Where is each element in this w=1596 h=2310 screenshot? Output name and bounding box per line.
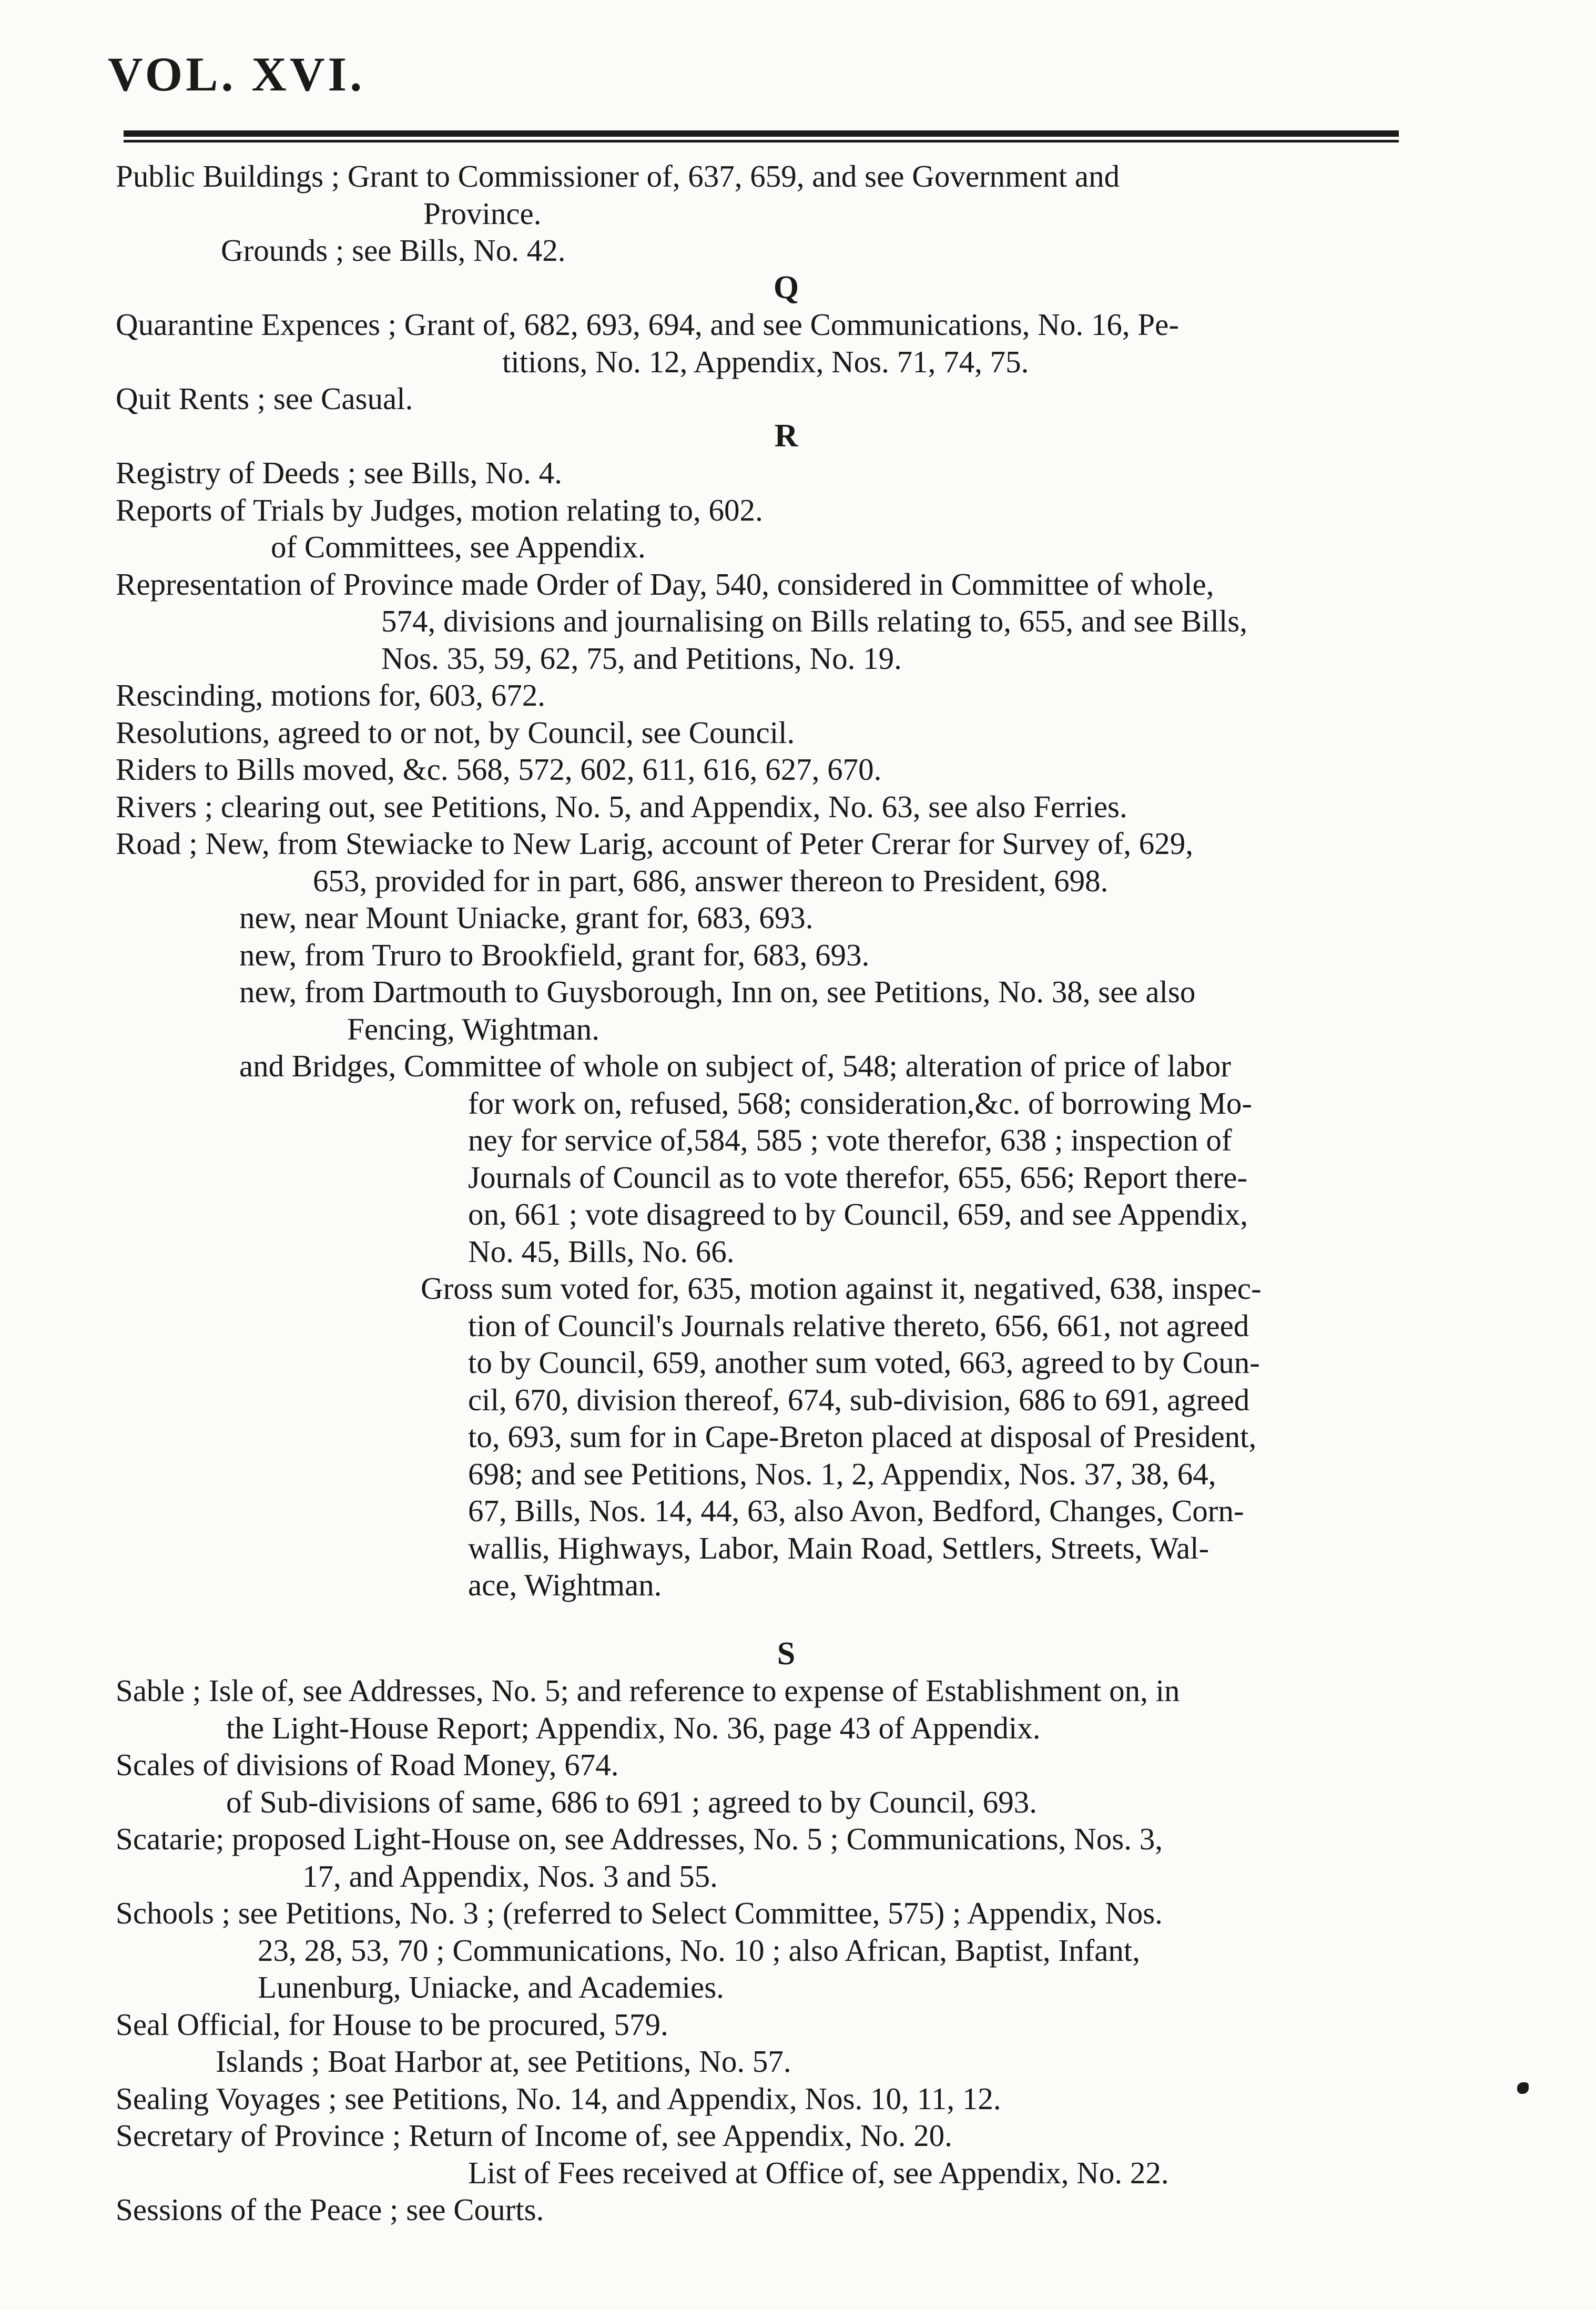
index-entry-line: Fencing, Wightman. [347,1011,599,1046]
index-entry-line: Road ; New, from Stewiacke to New Larig, account of Peter Crerar for Survey of, 629, [116,826,1194,861]
index-entry-line: Scales of divisions of Road Money, 674. [116,1747,619,1782]
index-entry-line: Schools ; see Petitions, No. 3 ; (referred to Select Committee, 575) ; Appendix, Nos. [116,1896,1163,1930]
index-entry-line: for work on, refused, 568; consideration,&c. of borrowing Mo- [468,1085,1253,1121]
index-entry-line: Gross sum voted for, 635, motion against it, negatived, 638, inspec- [421,1271,1262,1306]
index-entry-line: to, 693, sum for in Cape-Breton placed at disposal of President, [468,1419,1257,1454]
index-entry-line: cil, 670, division thereof, 674, sub-division, 686 to 691, agreed [468,1382,1250,1417]
index-entry-line: Sessions of the Peace ; see Courts. [116,2192,544,2227]
index-entry-line: to by Council, 659, another sum voted, 663, agreed to by Coun- [468,1345,1260,1380]
index-entry-line: of Committees, see Appendix. [271,530,646,564]
index-entry-line: new, near Mount Uniacke, grant for, 683, 693. [239,900,814,935]
index-entry-line: Journals of Council as to vote therefor, 655, 656; Report there- [468,1159,1248,1195]
index-entry-line: Nos. 35, 59, 62, 75, and Petitions, No. 19. [381,640,902,676]
section-letter-heading: S [777,1635,796,1672]
index-entry-line: Public Buildings ; Grant to Commissioner of, 637, 659, and see Government and [116,159,1120,194]
index-entry-line: No. 45, Bills, No. 66. [468,1234,735,1269]
index-entry-line: wallis, Highways, Labor, Main Road, Settlers, Streets, Wal- [468,1530,1209,1565]
index-entry-line: ney for service of,584, 585 ; vote therefor, 638 ; inspection of [468,1123,1232,1157]
index-entry-line: titions, No. 12, Appendix, Nos. 71, 74, 75. [502,344,1029,379]
index-entry-line: and Bridges, Committee of whole on subject of, 548; alteration of price of labor [239,1049,1231,1083]
index-entry-line: Lunenburg, Uniacke, and Academies. [258,1970,724,2004]
section-letter-heading: R [774,418,798,454]
page-title: VOL. XVI. [108,47,365,101]
index-entry-line: Sealing Voyages ; see Petitions, No. 14, and Appendix, Nos. 10, 11, 12. [116,2081,1001,2116]
index-entry-line: on, 661 ; vote disagreed to by Council, 659, and see Appendix, [468,1197,1248,1232]
header-rule-thick [124,130,1399,137]
index-entry-line: of Sub-divisions of same, 686 to 691 ; agreed to by Council, 693. [226,1784,1038,1819]
index-entry-line: Islands ; Boat Harbor at, see Petitions, No. 57. [216,2044,791,2079]
index-entry-line: 698; and see Petitions, Nos. 1, 2, Appendix, Nos. 37, 38, 64, [468,1456,1216,1491]
index-entry-line: tion of Council's Journals relative thereto, 656, 661, not agreed [468,1308,1249,1343]
index-entry-line: Resolutions, agreed to or not, by Council, see Council. [116,715,795,750]
index-entry-line: new, from Dartmouth to Guysborough, Inn on, see Petitions, No. 38, see also [239,974,1196,1009]
index-body [116,158,1415,2228]
index-entry-line: List of Fees received at Office of, see Appendix, No. 22. [468,2155,1169,2190]
section-spacer [116,1604,1415,1635]
index-entry-line: 17, and Appendix, Nos. 3 and 55. [302,1858,718,1894]
index-entry-line: Rescinding, motions for, 603, 672. [116,678,546,713]
index-entry-line: Province. [423,196,542,231]
index-entry-line: 653, provided for in part, 686, answer thereon to President, 698. [313,863,1109,898]
index-entry-line: Representation of Province made Order of Day, 540, considered in Committee of whole, [116,566,1214,602]
index-entry-line: the Light-House Report; Appendix, No. 36, page 43 of Appendix. [226,1710,1041,1745]
index-entry-line: Reports of Trials by Judges, motion relating to, 602. [116,492,763,527]
header-rule-thin [124,140,1399,143]
index-entry-line: Scatarie; proposed Light-House on, see Addresses, No. 5 ; Communications, Nos. 3, [116,1821,1163,1856]
index-entry-line: Rivers ; clearing out, see Petitions, No. 5, and Appendix, No. 63, see also Ferries. [116,789,1127,824]
index-entry-line: Secretary of Province ; Return of Income of, see Appendix, No. 20. [116,2118,952,2153]
index-entry-line: Registry of Deeds ; see Bills, No. 4. [116,455,562,490]
section-letter-heading: Q [773,269,799,306]
index-entry-line: 23, 28, 53, 70 ; Communications, No. 10 ; also African, Baptist, Infant, [258,1932,1141,1968]
index-entry-line: Sable ; Isle of, see Addresses, No. 5; and reference to expense of Establishment on, in [116,1673,1180,1708]
index-entry-line: Quarantine Expences ; Grant of, 682, 693, 694, and see Communications, No. 16, Pe- [116,307,1179,342]
index-entry-line: Quit Rents ; see Casual. [116,381,413,416]
ink-mark [1517,2082,1529,2094]
index-entry-line: Seal Official, for House to be procured, 579. [116,2007,668,2042]
index-entry-line: Grounds ; see Bills, No. 42. [221,233,566,268]
index-entry-line: 574, divisions and journalising on Bills relating to, 655, and see Bills, [381,604,1247,638]
index-entry-line: 67, Bills, Nos. 14, 44, 63, also Avon, Bedford, Changes, Corn- [468,1493,1244,1528]
index-entry-line: Riders to Bills moved, &c. 568, 572, 602, 611, 616, 627, 670. [116,752,882,787]
index-entry-line: new, from Truro to Brookfield, grant for, 683, 693. [239,937,870,972]
index-entry-line: ace, Wightman. [468,1568,662,1602]
